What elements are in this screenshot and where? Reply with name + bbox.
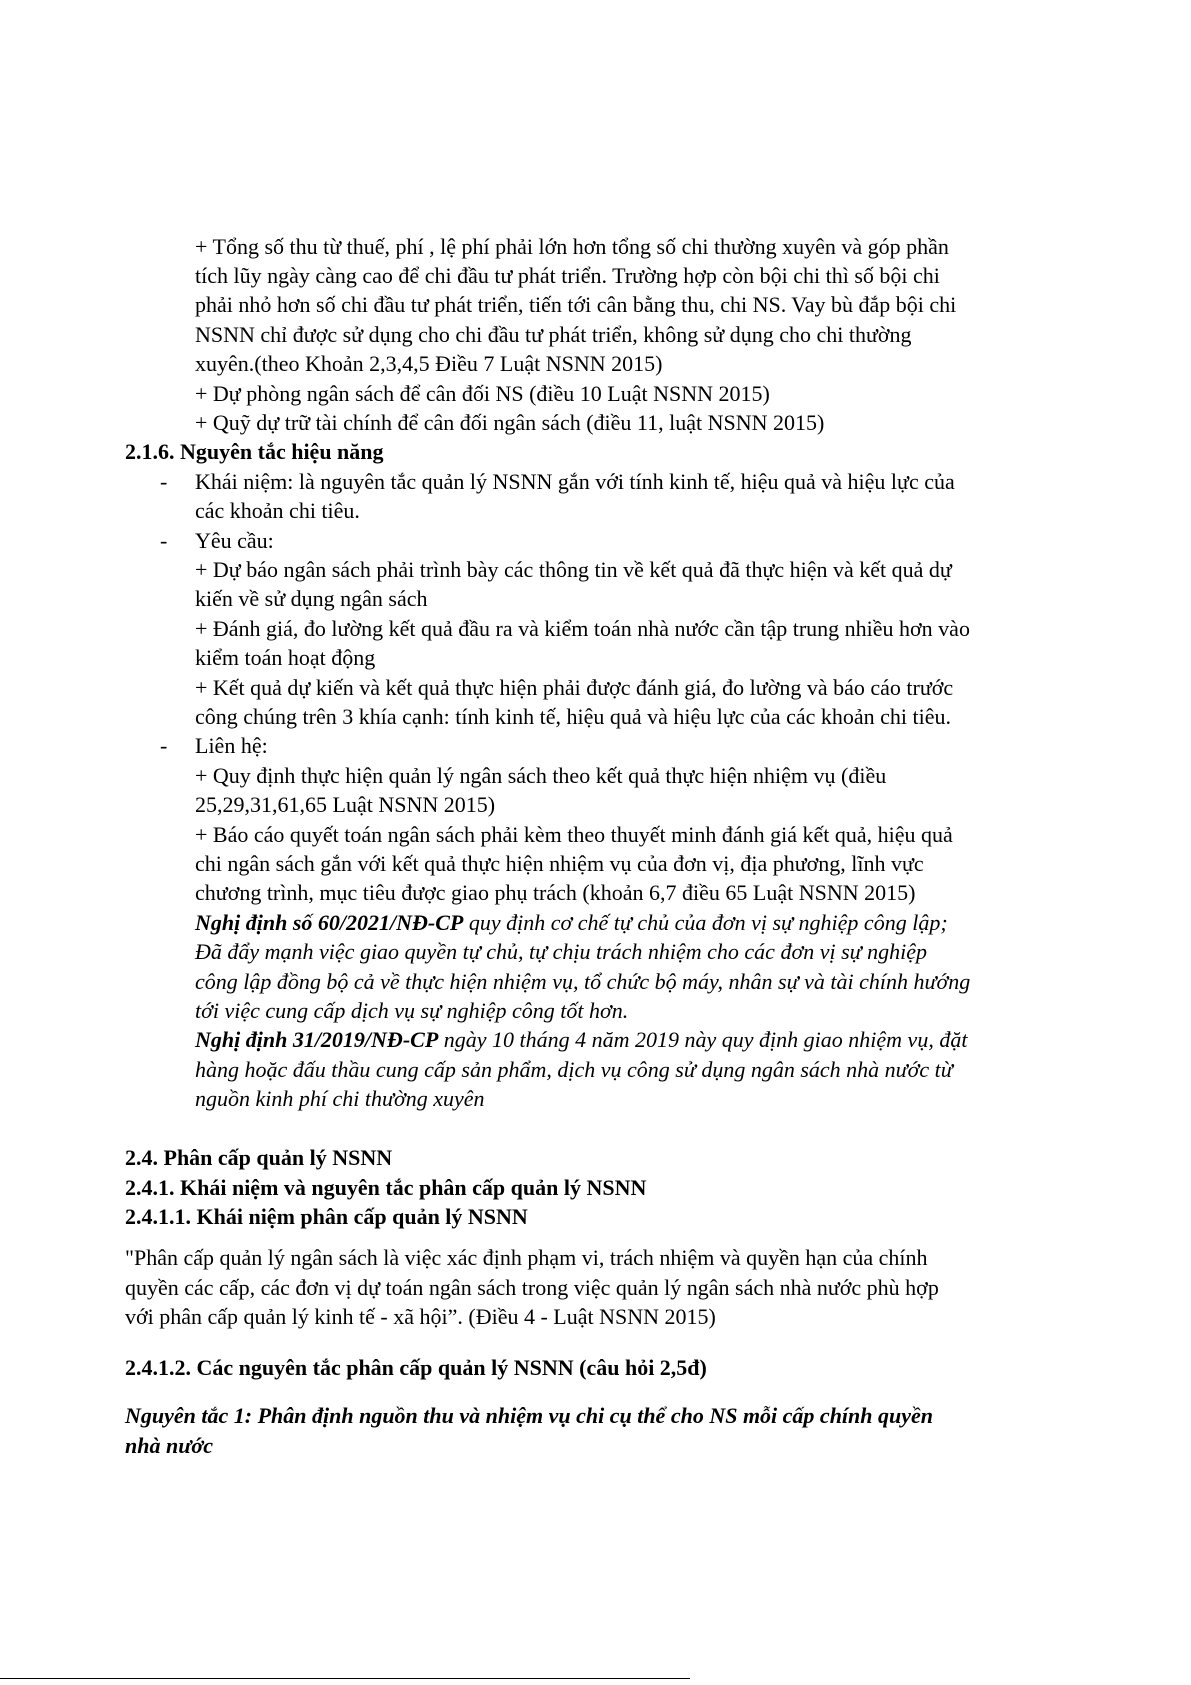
text-line: xuyên.(theo Khoản 2,3,4,5 Điều 7 Luật NSNN 2015): [195, 351, 663, 376]
text-line: + Quy định thực hiện quản lý ngân sách theo kết quả thực hiện nhiệm vụ (điều: [195, 763, 887, 788]
footer-divider: [0, 1678, 690, 1679]
text-line: + Tổng số thu từ thuế, phí , lệ phí phải lớn hơn tổng số chi thường xuyên và góp phần: [195, 234, 949, 259]
decree-60-text: quy định cơ chế tự chủ của đơn vị sự nghiệp công lập;: [463, 910, 948, 935]
text-line: + Báo cáo quyết toán ngân sách phải kèm theo thuyết minh đánh giá kết quả, hiệu quả: [195, 822, 953, 847]
section-heading: 2.1.6. Nguyên tắc hiệu năng: [125, 439, 384, 464]
text-line: kiểm toán hoạt động: [195, 645, 376, 670]
text-line: nguồn kinh phí chi thường xuyên: [195, 1086, 485, 1111]
section-heading: 2.4.1.2. Các nguyên tắc phân cấp quản lý NSNN (câu hỏi 2,5đ): [125, 1355, 707, 1380]
bullet-label: Yêu cầu:: [195, 528, 274, 553]
section-heading: 2.4.1. Khái niệm và nguyên tắc phân cấp quản lý NSNN: [125, 1175, 647, 1200]
text-line: phải nhỏ hơn số chi đầu tư phát triển, tiến tới cân bằng thu, chi NS. Vay bù đắp bội chi: [195, 292, 957, 317]
text-line: Khái niệm: là nguyên tắc quản lý NSNN gắn với tính kinh tế, hiệu quả và hiệu lực của: [195, 469, 955, 494]
principle-heading: Nguyên tắc 1: Phân định nguồn thu và nhiệm vụ chi cụ thể cho NS mỗi cấp chính quyền: [125, 1403, 934, 1428]
text-line: + Đánh giá, đo lường kết quả đầu ra và kiểm toán nhà nước cần tập trung nhiều hơn vào: [195, 616, 970, 641]
bullet-dash: -: [160, 469, 168, 494]
decree-60-line: [195, 908, 948, 937]
decree-60-title: Nghị định số 60/2021/NĐ-CP: [195, 910, 464, 935]
text-line: công lập đồng bộ cả về thực hiện nhiệm vụ, tổ chức bộ máy, nhân sự và tài chính hướng: [195, 969, 971, 994]
text-line: tới việc cung cấp dịch vụ sự nghiệp công tốt hơn.: [195, 998, 629, 1023]
section-heading: 2.4.1.1. Khái niệm phân cấp quản lý NSNN: [125, 1204, 528, 1229]
bullet-dash: -: [160, 733, 168, 758]
text-line: 25,29,31,61,65 Luật NSNN 2015): [195, 792, 496, 817]
text-line: + Dự báo ngân sách phải trình bày các thông tin về kết quả đã thực hiện và kết quả dự: [195, 557, 952, 582]
text-line: chương trình, mục tiêu được giao phụ trách (khoản 6,7 điều 65 Luật NSNN 2015): [195, 880, 916, 905]
bullet-dash: -: [160, 528, 168, 553]
text-line: quyền các cấp, các đơn vị dự toán ngân sách trong việc quản lý ngân sách nhà nước phù hợp: [125, 1275, 939, 1300]
decree-31-line: [195, 1025, 967, 1054]
text-line: kiến về sử dụng ngân sách: [195, 586, 428, 611]
text-line: "Phân cấp quản lý ngân sách là việc xác định phạm vi, trách nhiệm và quyền hạn của chính: [125, 1245, 928, 1270]
bullet-label: Liên hệ:: [195, 733, 268, 758]
text-line: công chúng trên 3 khía cạnh: tính kinh tế, hiệu quả và hiệu lực của các khoản chi tiêu.: [195, 704, 952, 729]
text-line: + Quỹ dự trữ tài chính để cân đối ngân sách (điều 11, luật NSNN 2015): [195, 410, 825, 435]
text-line: hàng hoặc đấu thầu cung cấp sản phẩm, dịch vụ công sử dụng ngân sách nhà nước từ: [195, 1057, 953, 1082]
text-line: với phân cấp quản lý kinh tế - xã hội”. (Điều 4 - Luật NSNN 2015): [125, 1304, 716, 1329]
text-line: tích lũy ngày càng cao để chi đầu tư phát triển. Trường hợp còn bội chi thì số bội chi: [195, 263, 940, 288]
text-line: các khoản chi tiêu.: [195, 498, 360, 523]
text-line: chi ngân sách gắn với kết quả thực hiện nhiệm vụ của đơn vị, địa phương, lĩnh vực: [195, 851, 924, 876]
decree-31-title: Nghị định 31/2019/NĐ-CP: [195, 1027, 439, 1052]
text-line: + Kết quả dự kiến và kết quả thực hiện phải được đánh giá, đo lường và báo cáo trước: [195, 675, 954, 700]
text-line: + Dự phòng ngân sách để cân đối NS (điều 10 Luật NSNN 2015): [195, 381, 770, 406]
principle-heading: nhà nước: [125, 1433, 213, 1458]
text-line: Đã đẩy mạnh việc giao quyền tự chủ, tự chịu trách nhiệm cho các đơn vị sự nghiệp: [195, 939, 928, 964]
decree-31-text: ngày 10 tháng 4 năm 2019 này quy định giao nhiệm vụ, đặt: [438, 1027, 968, 1052]
text-line: NSNN chỉ được sử dụng cho chi đầu tư phát triển, không sử dụng cho chi thường: [195, 322, 912, 347]
section-heading: 2.4. Phân cấp quản lý NSNN: [125, 1145, 393, 1170]
